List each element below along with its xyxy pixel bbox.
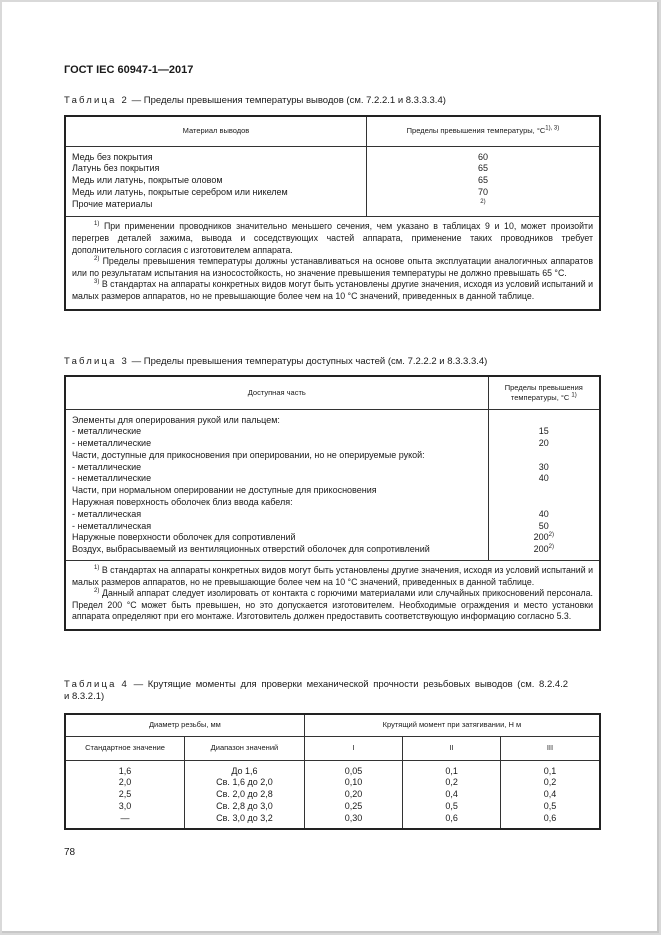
table3 [64,375,601,631]
table2-value-list [367,152,599,211]
table2-values-cell [366,146,600,217]
table3-value-row [489,473,599,485]
table3-value-row [489,544,599,556]
table3-note-text: Данный аппарат следует изолировать от контакта с горючими материалами или случайных прикосновений персонала. Предел 200 °С может быть превышен, но это допускается изготовителем. Необходимые ограждения и место установки аппарата определяют при его монтаже. Изготовитель должен предоставить соответствующую информацию согласно 5.3. [72,588,593,622]
table3-header-sup: 1) [571,392,577,399]
table3-value: 15 [538,426,549,437]
table4-cell-I: 0,25 [344,800,363,811]
table2-material-row: Прочие материалы [72,198,153,209]
table3-part-row: Наружные поверхности оболочек для сопротивлений [72,532,296,543]
table3-header-limits [488,376,600,409]
table3-part-row: - металлическая [72,508,142,519]
table3-header-part: Доступная часть [65,376,488,409]
table4-cell-I: 0,05 [344,765,363,776]
table3-part-row: - неметаллическая [72,520,152,531]
table3-caption [64,356,487,368]
table3-part-row: Части, доступные для прикосновения при оперировании, но не оперируемые рукой: [72,449,425,460]
table4-cell-II: 0,2 [445,777,458,788]
table4-cell-std: 2,5 [118,789,132,800]
table4-cell-III: 0,4 [543,789,557,800]
table3-header-limits-line2: температуры, °С [510,392,570,402]
table4-title: — Крутящие моменты для проверки механической прочности резьбовых выводов (см. 8.2.4.2 [128,679,569,690]
table2-note-sup: 1) [94,221,100,228]
standard-title: ГОСТ IEC 60947-1—2017 [64,64,194,76]
table2-note [72,256,593,279]
table3-value: 40 [538,473,549,484]
table3-title: — Пределы превышения температуры доступных частей (см. 7.2.2.2 и 8.3.3.3.4) [128,356,488,367]
table4-std-list [66,766,184,825]
table3-value-row [489,532,599,544]
table3-value: 20 [538,438,549,449]
table3-value-row [489,426,599,438]
table3-notes [65,561,600,630]
table4-cell-std: 3,0 [118,800,132,811]
table4-caption [64,679,601,703]
table4-II-list [403,766,500,825]
table4-title-line2: и 8.3.2.1) [64,691,105,702]
table2-caption [64,95,446,107]
table2-header-material: Материал выводов [65,116,366,146]
table4-cell-std: — [120,812,130,823]
table4-header-diameter: Диаметр резьбы, мм [65,714,304,736]
table4-cell-std: 2,0 [118,777,132,788]
table2-header-limits [366,116,600,146]
table3-part-list [72,415,482,557]
table3-part-row: Элементы для оперирования рукой или пальцем: [72,414,280,425]
table4-cell-range: Св. 3,0 до 3,2 [216,812,273,823]
table3-label: Таблица 3 [64,356,129,367]
table2-material-row: Медь или латунь, покрытые серебром или никелем [72,186,288,197]
table4-range-list [185,766,304,825]
table4-header-col-II: II [403,736,501,760]
table3-part-row: - неметаллические [72,473,152,484]
table3-value-sup: 2) [548,544,554,551]
table3-value-row [489,450,599,462]
table3-part-row: Наружная поверхность оболочек близ ввода кабеля: [72,497,293,508]
table3-part-row: - металлические [72,461,142,472]
table3-part-row: Части, при нормальном оперировании не доступные для прикосновения [72,485,377,496]
table3-value-row [489,509,599,521]
table4-header-col-I: I [304,736,403,760]
table2-value: 65 [477,175,488,186]
table3-value-sup: 2) [548,532,554,539]
table3-parts-cell [65,409,488,561]
table4-cell-range: До 1,6 [231,765,258,776]
table3-value: 30 [538,461,549,472]
table3-note [72,565,593,588]
table3-note-sup: 2) [94,588,100,595]
table3-part-row: - металлические [72,426,142,437]
table2-value: 60 [477,151,488,162]
table2-note-text: При применении проводников значительно меньшего сечения, чем указано в таблицах 9 и 10, может произойти перегрев деталей зажима, вывода и соседствующих частей аппарата, применение таких проводников требует дополнительного согласия с изготовителем аппарата. [72,221,593,255]
table2-label: Таблица 2 [64,95,129,106]
table2-header-sup: 1), 3) [545,125,560,132]
table4-cell-II: 0,5 [445,800,458,811]
table2-header-limits-text: Пределы превышения температуры, °С [406,126,546,136]
table3-notes-list [72,565,593,623]
table3-header-limits-line1: Пределы превышения [504,382,583,392]
table2-material-row: Латунь без покрытия [72,163,160,174]
table4-cell-III: 0,1 [543,765,557,776]
table4-cell-II: 0,1 [445,765,458,776]
table2-note [72,221,593,256]
table2-value-row [367,187,599,199]
table4-III-cell [500,760,600,829]
table2-value-row [367,152,599,164]
table2 [64,115,601,311]
table3-values-cell [488,409,600,561]
table3-value: 40 [538,508,549,519]
table3-value-row [489,415,599,427]
table4-header-col-III: III [500,736,600,760]
page-number: 78 [64,847,76,858]
table4-I-cell [304,760,403,829]
table3-header-limits-line2-wrap [489,393,599,403]
table3-note-text: В стандартах на аппараты конкретных видов могут быть установлены другие значения, исходя из условий испытаний и малых размеров аппаратов, но не превышающие более чем на 10 °С значений, приведенных в данной таблице. [72,565,593,587]
table2-note-sup: 3) [94,279,100,286]
table2-value-row [367,163,599,175]
table2-value-sup: 2) [480,198,486,205]
table4-header-standard: Стандартное значение [65,736,185,760]
table3-note-sup: 1) [94,565,100,572]
document-page [2,2,659,933]
table4-cell-II: 0,4 [445,789,458,800]
table2-materials-cell [65,146,366,217]
table2-value-row [367,199,599,211]
table2-note-text: В стандартах на аппараты конкретных видов могут быть установлены другие значения, исходя из условий испытаний и малых размеров аппаратов, но не превышающие более чем на 10 °С значений, приведенных в данной таблице. [72,279,593,302]
table4-header-range: Диапазон значений [185,736,305,760]
table3-part-row: - неметаллические [72,438,152,449]
table2-value: 65 [477,163,488,174]
table3-value: 200 [533,544,549,555]
table3-value: 50 [538,520,549,531]
table2-note-text: Пределы превышения температуры должны устанавливаться на основе опыта эксплуатации аналогичных аппаратов или по результатам испытания на износостойкость, но значение превышения температуры не должно превышать 65 °С. [72,256,593,278]
table4-header-torque: Крутящий момент при затягивании, Н м [304,714,600,736]
table2-material-row: Медь без покрытия [72,151,153,162]
table2-note [72,279,593,302]
table4-I-list [305,766,403,825]
table2-value: 70 [477,186,488,197]
table3-value-list [489,415,599,557]
table4-cell-range: Св. 2,0 до 2,8 [216,789,273,800]
table4-cell-I: 0,20 [344,789,363,800]
table4-range-cell [185,760,305,829]
table4-std-cell [65,760,185,829]
table4-cell-II: 0,6 [445,812,458,823]
table3-note [72,588,593,623]
table3-value-row [489,497,599,509]
table2-notes-list [72,221,593,302]
table3-value-row [489,521,599,533]
table2-title: — Пределы превышения температуры выводов (см. 7.2.2.1 и 8.3.3.3.4) [128,95,446,106]
table2-value-row [367,175,599,187]
table4-cell-range: Св. 1,6 до 2,0 [216,777,273,788]
table2-material-row: Медь или латунь, покрытые оловом [72,175,223,186]
table4-label: Таблица 4 [64,679,129,690]
table3-value-row [489,462,599,474]
table2-note-sup: 2) [94,256,100,263]
table3-value-row [489,438,599,450]
table2-material-list [72,152,360,211]
table2-notes [65,217,600,310]
table4-cell-III: 0,2 [543,777,557,788]
table4-II-cell [403,760,501,829]
table4-III-list [501,766,599,825]
table4-cell-std: 1,6 [118,765,132,776]
table4 [64,713,601,830]
table4-cell-I: 0,30 [344,812,363,823]
table3-part-row: Воздух, выбрасываемый из вентиляционных отверстий оболочек для сопротивлений [72,544,430,555]
table3-value: 200 [533,532,549,543]
table4-cell-range: Св. 2,8 до 3,0 [216,800,273,811]
table4-cell-I: 0,10 [344,777,363,788]
table4-cell-III: 0,6 [543,812,557,823]
table3-value-row [489,485,599,497]
table4-cell-III: 0,5 [543,800,557,811]
